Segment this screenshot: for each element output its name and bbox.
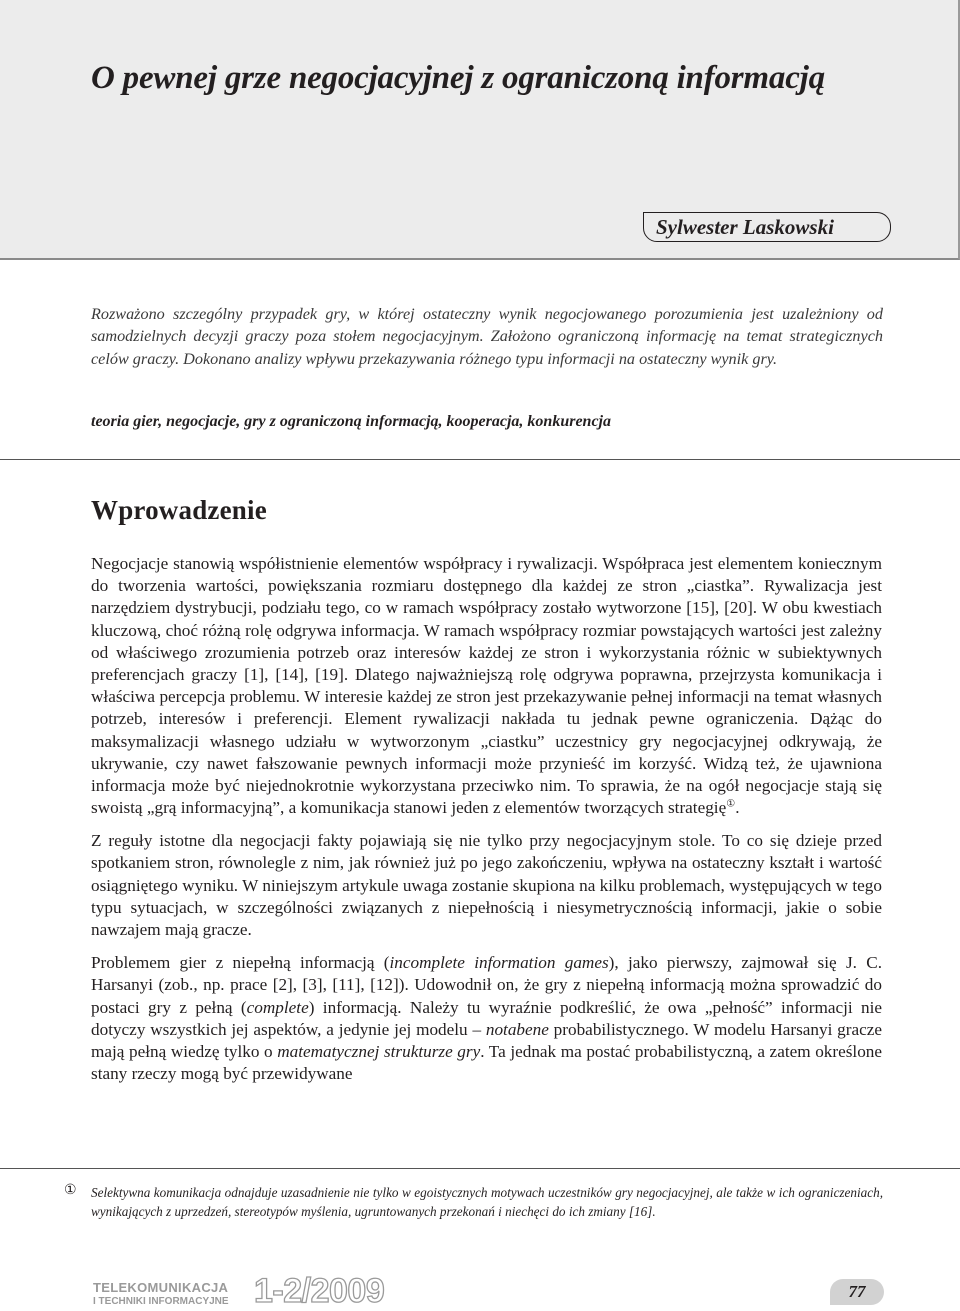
footnote-number: ①	[64, 1183, 77, 1198]
p3-italic-term: incomplete information games	[389, 953, 609, 973]
p3-italic-term: notabene	[485, 1019, 549, 1039]
p3-part: . Ta jednak ma postać probabilistyczną, a zatem określone stany rzeczy mogą być przewidywane	[91, 1041, 883, 1084]
p3-part: Problemem gier z niepełną informacją (	[91, 953, 390, 973]
p3-italic-term: complete	[246, 997, 309, 1017]
paragraph-1	[91, 553, 882, 819]
keywords: teoria gier, negocjacje, gry z ograniczoną informacją, kooperacja, konkurencja	[91, 413, 611, 430]
issue-number: 1-2/2009	[254, 1272, 385, 1310]
p3-part: ), jako pierwszy, zajmował się J. C. Harsanyi (zob., np. prace [2], [3], [11], [12]). Udowodnił on, że gry z niepełną informacją można sprowadzić do postaci gry z pełną (	[91, 953, 882, 1017]
author-name: Sylwester Laskowski	[656, 215, 834, 239]
p3-italic-term: matematycznej strukturze gry	[277, 1041, 481, 1061]
footnote-text: Selektywna komunikacja odnajduje uzasadnienie nie tylko w egoistycznych motywach uczestników gry negocjacyjnej, ale także w ich ograniczeniach, wynikających z uprzedzeń, stereotypów myślenia, ugruntowanych przekonań i niechęci do ich zmiany [16].	[91, 1185, 883, 1219]
separator-rule	[0, 459, 960, 460]
article-title: O pewnej grze negocjacyjnej z ograniczoną informacją	[91, 60, 825, 96]
section-heading: Wprowadzenie	[91, 495, 267, 525]
paragraph-1-end: .	[735, 798, 740, 818]
page-number: 77	[848, 1282, 866, 1301]
paragraph-3	[91, 952, 882, 1085]
body-text	[91, 553, 882, 1096]
p3-part: probabilistycznego. W modelu Harsanyi gracze mają pełną wiedzę tylko o	[91, 1019, 883, 1061]
footnote-separator	[0, 1168, 960, 1169]
journal-name-line2: I TECHNIKI INFORMACYJNE	[93, 1296, 229, 1307]
paragraph-2: Z reguły istotne dla negocjacji fakty pojawiają się nie tylko przy negocjacyjnym stole. To co się dzieje przed spotkaniem stron, równolegle z nim, jak również już po jego zakończeniu, wpływa na ostateczny kształt i wartość osiągniętego wyniku. W niniejszym artykule uwaga zostanie skupiona na kilku problemach, występujących w tego typu sytuacjach, w szczególności związanych z niepełnością i niesymetrycznością informacji, jakie o sobie nawzajem mają gracze.	[91, 831, 882, 939]
paragraph-1-text: Negocjacje stanowią współistnienie elementów współpracy i rywalizacji. Współpraca jest elementem koniecznym do tworzenia wartości, powiększania rozmiaru dostępnego dla każdej ze stron „ciastka”. Rywalizacja jest narzędziem dystrybucji, podziału tego, co w ramach współpracy zostało wytworzone [15], [20]. W obu kwestiach kluczową, choć różną rolę odgrywa informacja. W ramach współpracy rozmiar powstających wartości jest zależny od właściwego zrozumienia potrzeb oraz interesów każdej ze stron i wykorzystania różnic w subiektywnych preferencjach graczy [1], [14], [19]. Dlatego najważniejszą rolę odgrywa poprawna, przejrzysta komunikacja i właściwa percepcja problemu. W interesie każdej ze stron jest przekazywanie pełnej informacji na temat własnych potrzeb, interesów i preferencji. Element rywalizacji nakłada tu jednak pewne ograniczenia. Dążąc do maksymalizacji własnego udziału w wytworzonym „ciastku” uczestnicy gry negocjacyjnej odkrywają, że ukrywanie, czy nawet fałszowanie pewnych informacji może przynieść im korzyść. Widzą też, że ujawniona informacja może być niejednokrotnie wykorzystana przeciwko nim. To sprawia, że na ogół negocjacje stają się swoistą „grą informacyjną”, a komunikacja stanowi jeden z elementów tworzących strategię	[91, 554, 882, 818]
p3-part: ) informacją. Należy tu wyraźnie podkreślić, że owa „pełność” informacji nie dotyczy wszystkich jej aspektów, a jedynie jej modelu –	[91, 997, 883, 1039]
author-box	[643, 212, 891, 242]
page-number-tab	[830, 1279, 884, 1305]
abstract: Rozważono szczególny przypadek gry, w której ostateczny wynik negocjowanego porozumienia jest uzależniony od samodzielnych decyzji graczy poza stołem negocjacyjnym. Założono ograniczoną informację na temat strategicznych celów graczy. Dokonano analizy wpływu przekazywania różnego typu informacji na ostateczny wynik gry.	[91, 305, 883, 368]
footnote-reference[interactable]: ①	[726, 798, 736, 810]
journal-name-line1: TELEKOMUNIKACJA	[93, 1280, 229, 1295]
